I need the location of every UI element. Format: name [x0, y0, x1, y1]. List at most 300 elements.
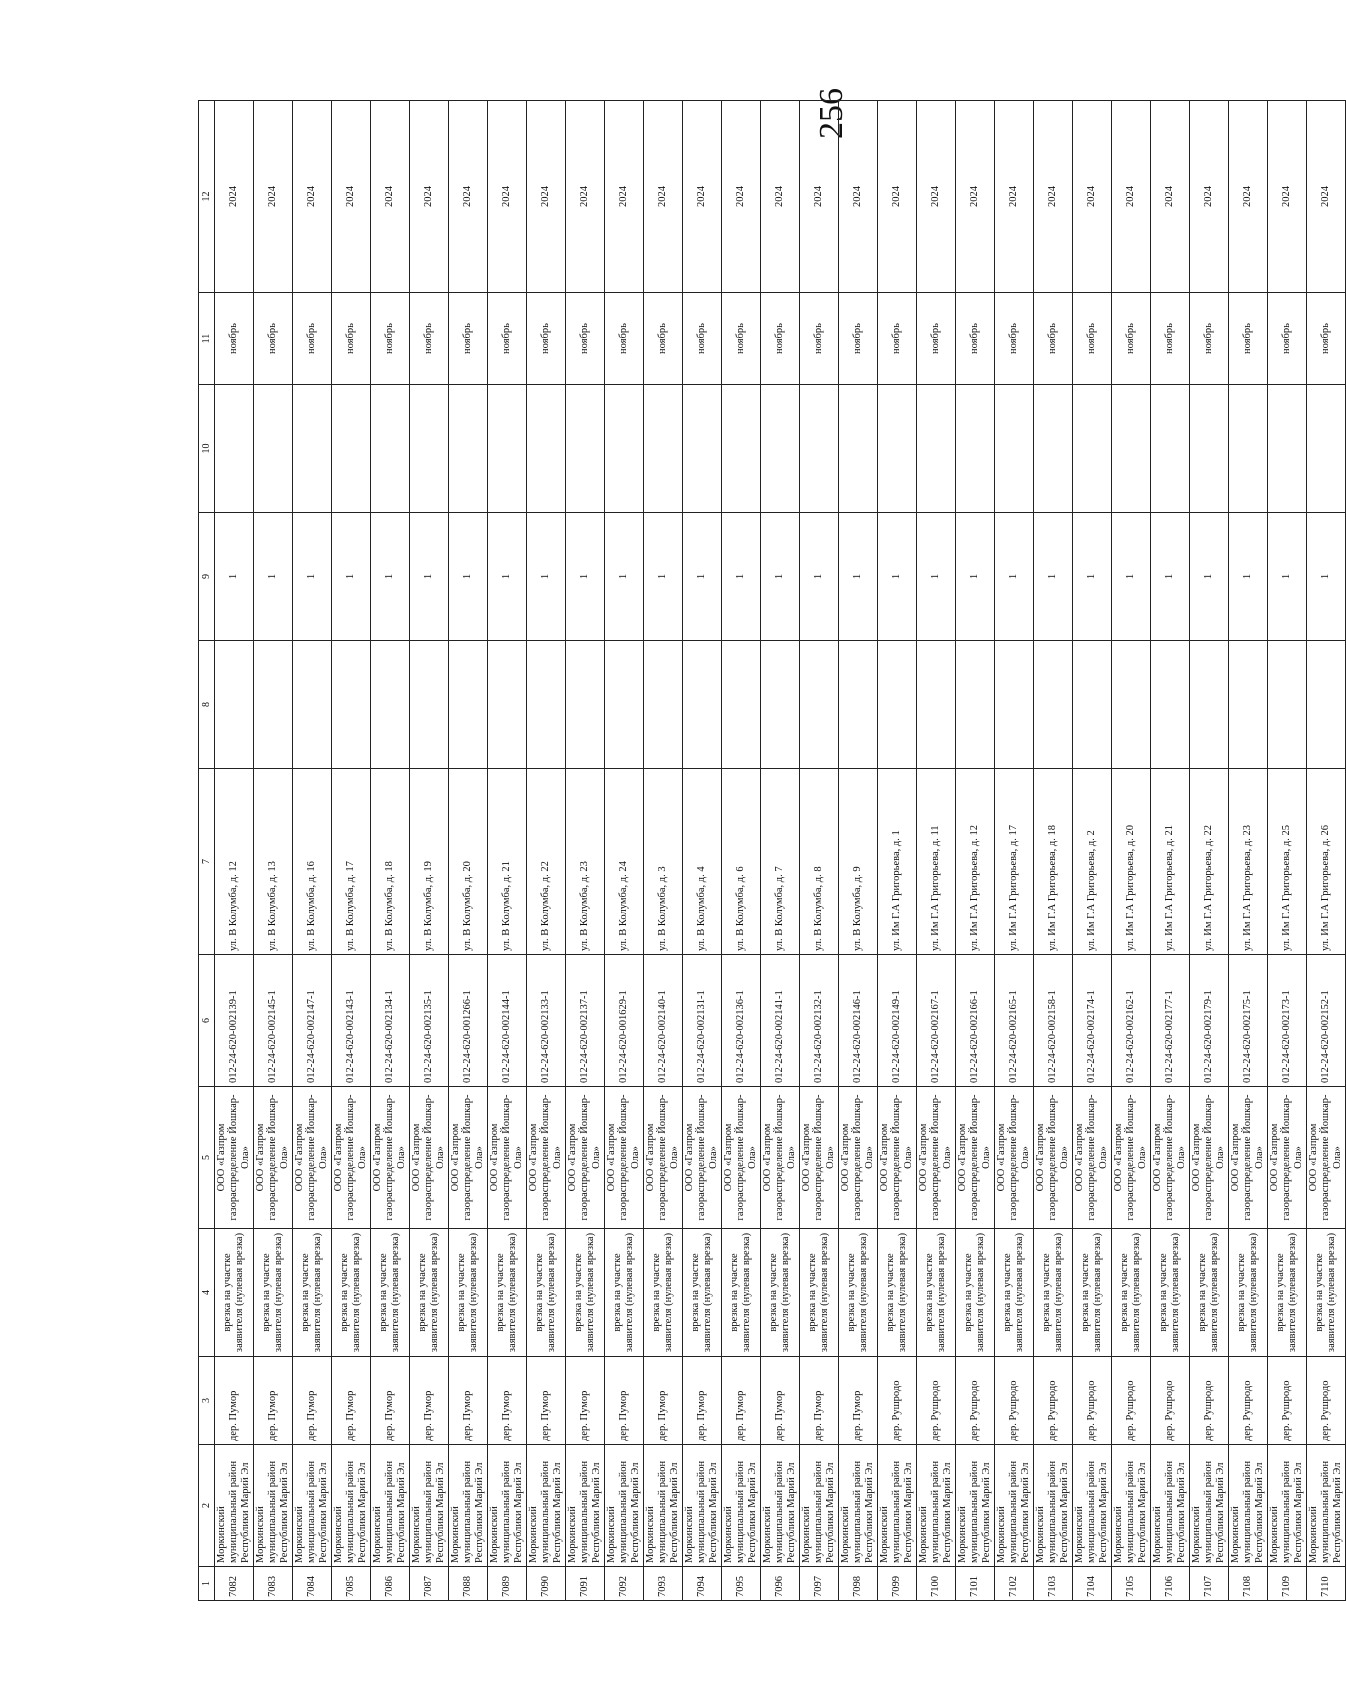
- cell-col8: [761, 641, 800, 769]
- cell-number: 7105: [1112, 1567, 1151, 1601]
- cell-district: Моркинский муниципальный район Республики Марий Эл: [800, 1445, 839, 1567]
- cell-address: ул. В Колумба, д. 12: [215, 769, 254, 955]
- cell-code: 012-24-620-002146-1: [839, 955, 878, 1087]
- cell-settlement: дер. Пумор: [527, 1357, 566, 1445]
- cell-code: 012-24-620-001629-1: [605, 955, 644, 1087]
- cell-month: ноябрь: [371, 293, 410, 385]
- cell-code: 012-24-620-002132-1: [800, 955, 839, 1087]
- cell-col10: [1034, 385, 1073, 513]
- cell-address: ул. В Колумба, д. 17: [332, 769, 371, 955]
- cell-settlement: дер. Пумор: [410, 1357, 449, 1445]
- cell-col10: [722, 385, 761, 513]
- cell-month: ноябрь: [1151, 293, 1190, 385]
- cell-col8: [1073, 641, 1112, 769]
- cell-col8: [956, 641, 995, 769]
- cell-work-type: врезка на участке заявителя (нулевая врезка): [215, 1229, 254, 1357]
- table-row: [332, 101, 371, 1601]
- cell-month: ноябрь: [293, 293, 332, 385]
- cell-col9: 1: [1151, 513, 1190, 641]
- cell-col9: 1: [1229, 513, 1268, 641]
- table-row: [410, 101, 449, 1601]
- cell-work-type: врезка на участке заявителя (нулевая врезка): [1307, 1229, 1346, 1357]
- cell-month: ноябрь: [215, 293, 254, 385]
- cell-district: Моркинский муниципальный район Республики Марий Эл: [1307, 1445, 1346, 1567]
- cell-district: Моркинский муниципальный район Республики Марий Эл: [878, 1445, 917, 1567]
- cell-settlement: дер. Пумор: [293, 1357, 332, 1445]
- cell-address: ул. В Колумба, д. 20: [449, 769, 488, 955]
- gasification-table: [198, 88, 1346, 1601]
- cell-month: ноябрь: [1073, 293, 1112, 385]
- cell-col9: 1: [1307, 513, 1346, 641]
- cell-number: 7093: [644, 1567, 683, 1601]
- header-cell: 11: [199, 293, 215, 385]
- cell-district: Моркинский муниципальный район Республики Марий Эл: [1112, 1445, 1151, 1567]
- cell-district: Моркинский муниципальный район Республики Марий Эл: [449, 1445, 488, 1567]
- cell-settlement: дер. Рушродо: [1112, 1357, 1151, 1445]
- cell-month: ноябрь: [488, 293, 527, 385]
- cell-settlement: дер. Пумор: [215, 1357, 254, 1445]
- cell-col9: 1: [1112, 513, 1151, 641]
- cell-col10: [1307, 385, 1346, 513]
- cell-district: Моркинский муниципальный район Республики Марий Эл: [371, 1445, 410, 1567]
- cell-address: ул. Им Г.А Григорьева, д. 12: [956, 769, 995, 955]
- cell-number: 7100: [917, 1567, 956, 1601]
- cell-month: ноябрь: [761, 293, 800, 385]
- cell-settlement: дер. Пумор: [332, 1357, 371, 1445]
- cell-address: ул. В Колумба, д. 7: [761, 769, 800, 955]
- cell-col9: 1: [956, 513, 995, 641]
- cell-col8: [917, 641, 956, 769]
- cell-col9: 1: [332, 513, 371, 641]
- cell-work-type: врезка на участке заявителя (нулевая врезка): [527, 1229, 566, 1357]
- cell-code: 012-24-620-002174-1: [1073, 955, 1112, 1087]
- cell-work-type: врезка на участке заявителя (нулевая врезка): [254, 1229, 293, 1357]
- cell-organization: ООО «Газпром газораспределение Йошкар-Ола»: [488, 1087, 527, 1229]
- cell-month: ноябрь: [449, 293, 488, 385]
- cell-number: 7088: [449, 1567, 488, 1601]
- cell-address: ул. Им Г.А Григорьева, д. 25: [1268, 769, 1307, 955]
- cell-settlement: дер. Рушродо: [1268, 1357, 1307, 1445]
- cell-organization: ООО «Газпром газораспределение Йошкар-Ола»: [878, 1087, 917, 1229]
- cell-settlement: дер. Рушродо: [1034, 1357, 1073, 1445]
- cell-district: Моркинский муниципальный район Республики Марий Эл: [644, 1445, 683, 1567]
- cell-address: ул. Им Г.А Григорьева, д. 21: [1151, 769, 1190, 955]
- cell-col9: 1: [683, 513, 722, 641]
- cell-code: 012-24-620-002139-1: [215, 955, 254, 1087]
- cell-col9: 1: [878, 513, 917, 641]
- cell-settlement: дер. Пумор: [683, 1357, 722, 1445]
- cell-settlement: дер. Рушродо: [878, 1357, 917, 1445]
- cell-code: 012-24-620-002149-1: [878, 955, 917, 1087]
- cell-col10: [683, 385, 722, 513]
- cell-code: 012-24-620-002137-1: [566, 955, 605, 1087]
- table-row: [878, 101, 917, 1601]
- cell-col8: [722, 641, 761, 769]
- header-cell: 12: [199, 101, 215, 293]
- cell-number: 7101: [956, 1567, 995, 1601]
- cell-col8: [1190, 641, 1229, 769]
- cell-address: ул. В Колумба, д. 6: [722, 769, 761, 955]
- cell-district: Моркинский муниципальный район Республики Марий Эл: [1151, 1445, 1190, 1567]
- cell-col8: [683, 641, 722, 769]
- cell-col8: [332, 641, 371, 769]
- cell-month: ноябрь: [332, 293, 371, 385]
- cell-col9: 1: [254, 513, 293, 641]
- cell-year: 2024: [644, 101, 683, 293]
- cell-year: 2024: [605, 101, 644, 293]
- cell-address: ул. В Колумба, д. 21: [488, 769, 527, 955]
- rotated-table-wrapper: [198, 88, 1343, 1601]
- cell-col10: [371, 385, 410, 513]
- cell-work-type: врезка на участке заявителя (нулевая врезка): [449, 1229, 488, 1357]
- cell-number: 7094: [683, 1567, 722, 1601]
- table-row: [800, 101, 839, 1601]
- cell-number: 7098: [839, 1567, 878, 1601]
- cell-number: 7092: [605, 1567, 644, 1601]
- cell-col9: 1: [995, 513, 1034, 641]
- cell-organization: ООО «Газпром газораспределение Йошкар-Ола»: [1112, 1087, 1151, 1229]
- cell-organization: ООО «Газпром газораспределение Йошкар-Ола»: [839, 1087, 878, 1229]
- cell-number: 7107: [1190, 1567, 1229, 1601]
- cell-year: 2024: [215, 101, 254, 293]
- cell-month: ноябрь: [1190, 293, 1229, 385]
- cell-address: ул. Им Г.А Григорьева, д. 23: [1229, 769, 1268, 955]
- cell-year: 2024: [1268, 101, 1307, 293]
- cell-work-type: врезка на участке заявителя (нулевая врезка): [995, 1229, 1034, 1357]
- cell-code: 012-24-620-002166-1: [956, 955, 995, 1087]
- cell-settlement: дер. Рушродо: [1151, 1357, 1190, 1445]
- cell-district: Моркинский муниципальный район Республики Марий Эл: [956, 1445, 995, 1567]
- cell-district: Моркинский муниципальный район Республики Марий Эл: [254, 1445, 293, 1567]
- cell-col9: 1: [1268, 513, 1307, 641]
- cell-col10: [878, 385, 917, 513]
- cell-organization: ООО «Газпром газораспределение Йошкар-Ола»: [527, 1087, 566, 1229]
- cell-code: 012-24-620-002136-1: [722, 955, 761, 1087]
- cell-code: 012-24-620-001266-1: [449, 955, 488, 1087]
- page-number: 256: [813, 88, 850, 139]
- cell-month: ноябрь: [527, 293, 566, 385]
- header-row: [199, 101, 215, 1601]
- cell-settlement: дер. Пумор: [605, 1357, 644, 1445]
- cell-work-type: врезка на участке заявителя (нулевая врезка): [293, 1229, 332, 1357]
- cell-year: 2024: [995, 101, 1034, 293]
- cell-address: ул. Им Г.А Григорьева, д. 22: [1190, 769, 1229, 955]
- cell-work-type: врезка на участке заявителя (нулевая врезка): [410, 1229, 449, 1357]
- header-cell: 8: [199, 641, 215, 769]
- table-row: [1268, 101, 1307, 1601]
- cell-settlement: дер. Пумор: [839, 1357, 878, 1445]
- header-cell: 5: [199, 1087, 215, 1229]
- cell-organization: ООО «Газпром газораспределение Йошкар-Ола»: [1151, 1087, 1190, 1229]
- cell-settlement: дер. Пумор: [566, 1357, 605, 1445]
- cell-number: 7109: [1268, 1567, 1307, 1601]
- cell-district: Моркинский муниципальный район Республики Марий Эл: [683, 1445, 722, 1567]
- cell-district: Моркинский муниципальный район Республики Марий Эл: [488, 1445, 527, 1567]
- cell-number: 7089: [488, 1567, 527, 1601]
- cell-organization: ООО «Газпром газораспределение Йошкар-Ола»: [1034, 1087, 1073, 1229]
- cell-organization: ООО «Газпром газораспределение Йошкар-Ола»: [761, 1087, 800, 1229]
- table-row: [566, 101, 605, 1601]
- header-cell: 1: [199, 1567, 215, 1601]
- cell-year: 2024: [1190, 101, 1229, 293]
- cell-code: 012-24-620-002140-1: [644, 955, 683, 1087]
- cell-col10: [995, 385, 1034, 513]
- cell-month: ноябрь: [1112, 293, 1151, 385]
- cell-col10: [1268, 385, 1307, 513]
- table-row: [995, 101, 1034, 1601]
- cell-col8: [371, 641, 410, 769]
- cell-address: ул. В Колумба, д. 16: [293, 769, 332, 955]
- cell-col8: [839, 641, 878, 769]
- cell-organization: ООО «Газпром газораспределение Йошкар-Ола»: [410, 1087, 449, 1229]
- header-cell: 6: [199, 955, 215, 1087]
- cell-year: 2024: [761, 101, 800, 293]
- cell-year: 2024: [878, 101, 917, 293]
- table-row: [644, 101, 683, 1601]
- cell-district: Моркинский муниципальный район Республики Марий Эл: [605, 1445, 644, 1567]
- cell-year: 2024: [1073, 101, 1112, 293]
- cell-number: 7095: [722, 1567, 761, 1601]
- table-row: [293, 101, 332, 1601]
- cell-year: 2024: [371, 101, 410, 293]
- table-row: [1073, 101, 1112, 1601]
- table-row: [527, 101, 566, 1601]
- cell-year: 2024: [800, 101, 839, 293]
- cell-settlement: дер. Рушродо: [995, 1357, 1034, 1445]
- cell-work-type: врезка на участке заявителя (нулевая врезка): [761, 1229, 800, 1357]
- cell-col10: [566, 385, 605, 513]
- cell-code: 012-24-620-002145-1: [254, 955, 293, 1087]
- cell-work-type: врезка на участке заявителя (нулевая врезка): [917, 1229, 956, 1357]
- table-row: [1112, 101, 1151, 1601]
- cell-organization: ООО «Газпром газораспределение Йошкар-Ола»: [254, 1087, 293, 1229]
- cell-district: Моркинский муниципальный район Республики Марий Эл: [1229, 1445, 1268, 1567]
- cell-number: 7086: [371, 1567, 410, 1601]
- cell-number: 7106: [1151, 1567, 1190, 1601]
- cell-col10: [449, 385, 488, 513]
- header-cell: 7: [199, 769, 215, 955]
- cell-work-type: врезка на участке заявителя (нулевая врезка): [644, 1229, 683, 1357]
- cell-year: 2024: [332, 101, 371, 293]
- cell-month: ноябрь: [1268, 293, 1307, 385]
- cell-organization: ООО «Газпром газораспределение Йошкар-Ола»: [1307, 1087, 1346, 1229]
- header-cell: 3: [199, 1357, 215, 1445]
- cell-col9: 1: [605, 513, 644, 641]
- cell-organization: ООО «Газпром газораспределение Йошкар-Ола»: [1229, 1087, 1268, 1229]
- cell-year: 2024: [488, 101, 527, 293]
- cell-col10: [293, 385, 332, 513]
- cell-address: ул. В Колумба, д. 24: [605, 769, 644, 955]
- cell-year: 2024: [917, 101, 956, 293]
- cell-work-type: врезка на участке заявителя (нулевая врезка): [332, 1229, 371, 1357]
- cell-organization: ООО «Газпром газораспределение Йошкар-Ола»: [683, 1087, 722, 1229]
- cell-settlement: дер. Пумор: [761, 1357, 800, 1445]
- cell-col8: [1151, 641, 1190, 769]
- cell-code: 012-24-620-002158-1: [1034, 955, 1073, 1087]
- cell-col9: 1: [488, 513, 527, 641]
- header-cell: 2: [199, 1445, 215, 1567]
- cell-work-type: врезка на участке заявителя (нулевая врезка): [878, 1229, 917, 1357]
- cell-work-type: врезка на участке заявителя (нулевая врезка): [1151, 1229, 1190, 1357]
- table-row: [1190, 101, 1229, 1601]
- cell-month: ноябрь: [410, 293, 449, 385]
- cell-col9: 1: [917, 513, 956, 641]
- cell-col10: [956, 385, 995, 513]
- table-row: [605, 101, 644, 1601]
- table-body: [215, 88, 1346, 1601]
- cell-settlement: дер. Пумор: [800, 1357, 839, 1445]
- cell-number: 7097: [800, 1567, 839, 1601]
- cell-code: 012-24-620-002175-1: [1229, 955, 1268, 1087]
- cell-number: 7083: [254, 1567, 293, 1601]
- cell-col9: 1: [566, 513, 605, 641]
- cell-col8: [449, 641, 488, 769]
- cell-col10: [254, 385, 293, 513]
- cell-col9: 1: [527, 513, 566, 641]
- cell-month: ноябрь: [1229, 293, 1268, 385]
- cell-address: ул. В Колумба, д. 22: [527, 769, 566, 955]
- cell-address: ул. В Колумба, д. 23: [566, 769, 605, 955]
- cell-district: Моркинский муниципальный район Республики Марий Эл: [839, 1445, 878, 1567]
- cell-work-type: врезка на участке заявителя (нулевая врезка): [683, 1229, 722, 1357]
- cell-code: 012-24-620-002141-1: [761, 955, 800, 1087]
- cell-work-type: врезка на участке заявителя (нулевая врезка): [1073, 1229, 1112, 1357]
- cell-col9: 1: [644, 513, 683, 641]
- table-row: [488, 101, 527, 1601]
- cell-col8: [995, 641, 1034, 769]
- cell-number: 7104: [1073, 1567, 1112, 1601]
- cell-col8: [527, 641, 566, 769]
- cell-district: Моркинский муниципальный район Республики Марий Эл: [410, 1445, 449, 1567]
- cell-col9: 1: [761, 513, 800, 641]
- cell-organization: ООО «Газпром газораспределение Йошкар-Ола»: [449, 1087, 488, 1229]
- cell-address: ул. Им Г.А Григорьева, д. 1: [878, 769, 917, 955]
- cell-year: 2024: [254, 101, 293, 293]
- cell-col8: [215, 641, 254, 769]
- cell-district: Моркинский муниципальный район Республики Марий Эл: [332, 1445, 371, 1567]
- cell-code: 012-24-620-002173-1: [1268, 955, 1307, 1087]
- cell-col8: [1034, 641, 1073, 769]
- cell-organization: ООО «Газпром газораспределение Йошкар-Ола»: [1190, 1087, 1229, 1229]
- cell-number: 7108: [1229, 1567, 1268, 1601]
- header-cell: 10: [199, 385, 215, 513]
- cell-col10: [1190, 385, 1229, 513]
- cell-year: 2024: [956, 101, 995, 293]
- cell-number: 7090: [527, 1567, 566, 1601]
- cell-col8: [566, 641, 605, 769]
- cell-col10: [1229, 385, 1268, 513]
- cell-work-type: врезка на участке заявителя (нулевая врезка): [722, 1229, 761, 1357]
- cell-work-type: врезка на участке заявителя (нулевая врезка): [488, 1229, 527, 1357]
- table-row: [254, 101, 293, 1601]
- cell-district: Моркинский муниципальный район Республики Марий Эл: [995, 1445, 1034, 1567]
- cell-year: 2024: [1229, 101, 1268, 293]
- table-row: [1229, 101, 1268, 1601]
- cell-organization: ООО «Газпром газораспределение Йошкар-Ола»: [800, 1087, 839, 1229]
- cell-col8: [293, 641, 332, 769]
- cell-col8: [1112, 641, 1151, 769]
- table-row: [449, 101, 488, 1601]
- cell-settlement: дер. Пумор: [254, 1357, 293, 1445]
- cell-organization: ООО «Газпром газораспределение Йошкар-Ола»: [1073, 1087, 1112, 1229]
- cell-work-type: врезка на участке заявителя (нулевая врезка): [371, 1229, 410, 1357]
- cell-col8: [1268, 641, 1307, 769]
- cell-code: 012-24-620-002134-1: [371, 955, 410, 1087]
- cell-work-type: врезка на участке заявителя (нулевая врезка): [1112, 1229, 1151, 1357]
- table-row: [722, 101, 761, 1601]
- cell-col9: 1: [449, 513, 488, 641]
- cell-col10: [605, 385, 644, 513]
- cell-work-type: врезка на участке заявителя (нулевая врезка): [839, 1229, 878, 1357]
- cell-address: ул. Им Г.А Григорьева, д. 26: [1307, 769, 1346, 955]
- cell-organization: ООО «Газпром газораспределение Йошкар-Ола»: [371, 1087, 410, 1229]
- cell-district: Моркинский муниципальный район Республики Марий Эл: [761, 1445, 800, 1567]
- cell-code: 012-24-620-002133-1: [527, 955, 566, 1087]
- cell-month: ноябрь: [644, 293, 683, 385]
- cell-address: ул. В Колумба, д. 4: [683, 769, 722, 955]
- cell-col10: [1151, 385, 1190, 513]
- cell-settlement: дер. Пумор: [644, 1357, 683, 1445]
- cell-code: 012-24-620-002135-1: [410, 955, 449, 1087]
- cell-col8: [800, 641, 839, 769]
- cell-month: ноябрь: [605, 293, 644, 385]
- cell-code: 012-24-620-002167-1: [917, 955, 956, 1087]
- table-row: [371, 101, 410, 1601]
- cell-month: ноябрь: [878, 293, 917, 385]
- cell-district: Моркинский муниципальный район Республики Марий Эл: [1034, 1445, 1073, 1567]
- cell-organization: ООО «Газпром газораспределение Йошкар-Ола»: [917, 1087, 956, 1229]
- cell-year: 2024: [1112, 101, 1151, 293]
- cell-col9: 1: [1190, 513, 1229, 641]
- cell-organization: ООО «Газпром газораспределение Йошкар-Ола»: [293, 1087, 332, 1229]
- table-row: [839, 101, 878, 1601]
- cell-code: 012-24-620-002147-1: [293, 955, 332, 1087]
- cell-address: ул. Им Г.А Григорьева, д. 11: [917, 769, 956, 955]
- header-cell: 9: [199, 513, 215, 641]
- cell-col10: [332, 385, 371, 513]
- cell-col10: [410, 385, 449, 513]
- cell-work-type: врезка на участке заявителя (нулевая врезка): [1190, 1229, 1229, 1357]
- cell-district: Моркинский муниципальный район Республики Марий Эл: [1190, 1445, 1229, 1567]
- cell-work-type: врезка на участке заявителя (нулевая врезка): [800, 1229, 839, 1357]
- cell-district: Моркинский муниципальный район Республики Марий Эл: [1268, 1445, 1307, 1567]
- cell-col10: [800, 385, 839, 513]
- cell-year: 2024: [449, 101, 488, 293]
- cell-organization: ООО «Газпром газораспределение Йошкар-Ола»: [332, 1087, 371, 1229]
- cell-month: ноябрь: [254, 293, 293, 385]
- cell-number: 7084: [293, 1567, 332, 1601]
- cell-month: ноябрь: [839, 293, 878, 385]
- cell-code: 012-24-620-002144-1: [488, 955, 527, 1087]
- cell-organization: ООО «Газпром газораспределение Йошкар-Ола»: [566, 1087, 605, 1229]
- cell-address: ул. В Колумба, д. 3: [644, 769, 683, 955]
- cell-col9: 1: [800, 513, 839, 641]
- cell-col9: 1: [293, 513, 332, 641]
- cell-year: 2024: [1307, 101, 1346, 293]
- cell-organization: ООО «Газпром газораспределение Йошкар-Ола»: [995, 1087, 1034, 1229]
- cell-col8: [488, 641, 527, 769]
- cell-year: 2024: [683, 101, 722, 293]
- cell-district: Моркинский муниципальный район Республики Марий Эл: [1073, 1445, 1112, 1567]
- cell-col9: 1: [371, 513, 410, 641]
- cell-year: 2024: [527, 101, 566, 293]
- cell-year: 2024: [566, 101, 605, 293]
- header-cell: 4: [199, 1229, 215, 1357]
- cell-year: 2024: [1151, 101, 1190, 293]
- cell-address: ул. В Колумба, д. 8: [800, 769, 839, 955]
- cell-year: 2024: [410, 101, 449, 293]
- cell-number: 7110: [1307, 1567, 1346, 1601]
